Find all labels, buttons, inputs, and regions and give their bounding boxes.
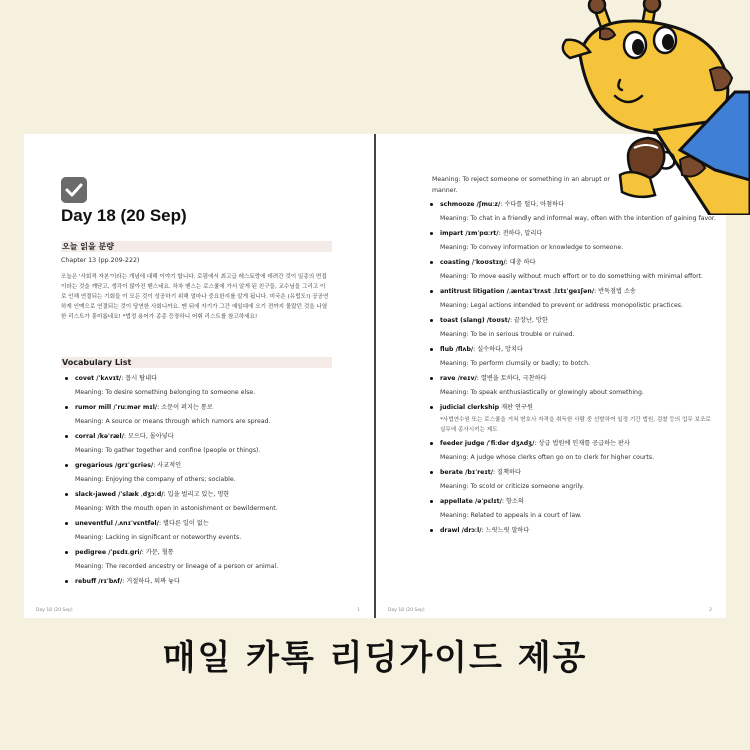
vocab-item — [426, 468, 716, 492]
vocab-item — [61, 461, 341, 485]
vocab-meaning: Meaning: Related to appeals in a court of law. — [440, 512, 582, 519]
vocab-item — [426, 287, 716, 311]
vocab-term: impart /ɪmˈpɑːrt/ — [440, 230, 499, 237]
vocab-term: drawl /drɔːl/ — [440, 527, 482, 534]
page-number: 2 — [709, 608, 712, 613]
vocab-meaning: Meaning: Lacking in significant or noteworthy events. — [75, 534, 242, 541]
vocab-term: pedigree /ˈpɛdɪˌgri/ — [75, 549, 142, 556]
footer-title: Day 18 (20 Sep) — [388, 608, 425, 613]
vocab-term: gregarious /grɪˈgɛriəs/ — [75, 462, 154, 469]
vocab-list-right — [426, 200, 716, 536]
vocab-term: corral /kəˈræl/ — [75, 433, 124, 440]
vocab-meaning: Meaning: The recorded ancestry or lineage of a person or animal. — [75, 563, 279, 570]
vocab-term: coasting /ˈkoʊstɪŋ/ — [440, 259, 506, 266]
vocab-korean: : 모으다, 몰아넣다 — [123, 433, 174, 440]
vocab-term: flub /flʌb/ — [440, 346, 474, 353]
vocab-list-left — [61, 374, 341, 587]
checkbox-icon — [61, 177, 87, 203]
vocab-meaning: Meaning: To desire something belonging to someone else. — [75, 389, 256, 396]
vocab-korean: : 실수하다, 망치다 — [473, 346, 523, 353]
today-reading-heading: 오늘 읽을 분량 — [61, 241, 332, 252]
vocab-korean: : 가문, 혈통 — [141, 549, 174, 556]
intro-paragraph: 오늘은 '사회적 자본'이라는 개념에 대해 이야기 합니다. 로펌에서 최고급 레스토랑에 데려간 것이 일종의 면접이라는 것을 깨닫고, 생각이 많아진 벤스네요. 차차 벤스는 로스쿨에 가서 알게 된 친구들, 교수님들 그리고 이로 인해 연결되는 기회들 이 모든 것이 성공하기 위해 얼마나 중요한지를 알게 됩니다. 미국은 (유럽도!) 공공연하게 인맥으로 연결되는 것이 당연한 사회니까요. 맨 뒤에 자기가 그간 예일대에 오기 전까지 몰랐던 것을 나열한 리스트가 흥미롭네요! *법정 용어가 종종 등장하니 어휘 리스트를 참고하세요! — [61, 274, 329, 320]
left-page — [24, 134, 374, 618]
vocab-term: rebuff /rɪˈbʌf/ — [75, 578, 123, 585]
vocab-item — [61, 490, 341, 514]
vocab-meaning: Meaning: To move easily without much effort or to do something with minimal effort. — [440, 273, 704, 280]
vocab-meaning: Meaning: Enjoying the company of others; sociable. — [75, 476, 236, 483]
vocab-item — [61, 374, 341, 398]
vocab-item — [426, 229, 716, 253]
vocab-korean: : 수다를 떨다, 아첨하다 — [500, 201, 565, 208]
continued-meaning-end: manner. — [432, 187, 458, 194]
vocab-korean: : 전하다, 알리다 — [498, 230, 543, 237]
vocab-item — [61, 432, 341, 456]
vocab-meaning: Meaning: To gather together and confine (people or things). — [75, 447, 261, 454]
vocab-korean: : 사교적인 — [153, 462, 182, 469]
vocab-item — [61, 577, 341, 587]
vocab-note: *사법연수원 또는 로스쿨을 거쳐 변호사 자격을 취득한 사람 중 선발하여 일정 기간 법원, 검찰 등의 업무 보조로 실무에 종사시키는 제도 — [440, 417, 711, 433]
vocab-korean: : 열변을 토하다, 극찬하다 — [476, 375, 547, 382]
footer-title: Day 18 (20 Sep) — [36, 608, 73, 613]
chapter-range: Chapter 13 (pp.209-222) — [61, 257, 140, 264]
vocab-item — [426, 258, 716, 282]
vocab-term: antitrust litigation /ˌæntaɪˈtrʌst ˌlɪtɪˈgeɪʃən/ — [440, 288, 595, 295]
vocab-korean: : 입을 벌리고 있는, 멍한 — [163, 491, 230, 498]
continued-meaning: Meaning: To reject someone or something in an abrupt or — [432, 176, 610, 183]
vocab-meaning: Meaning: A source or means through which rumors are spread. — [75, 418, 271, 425]
vocab-item — [61, 548, 341, 572]
vocab-term: rave /reɪv/ — [440, 375, 477, 382]
vocab-item — [61, 519, 341, 543]
vocab-meaning: Meaning: To speak enthusiastically or glowingly about something. — [440, 389, 644, 396]
vocab-korean: : 상급 법원에 인재를 공급하는 판사 — [534, 440, 630, 447]
vocab-meaning: Meaning: To convey information or knowledge to someone. — [440, 244, 624, 251]
giraffe-icon — [560, 0, 750, 215]
vocab-korean: : 거절하다, 퇴짜 놓다 — [122, 578, 181, 585]
vocab-term: berate /bɪˈreɪt/ — [440, 469, 493, 476]
vocab-item — [426, 439, 716, 463]
page-number: 1 — [357, 608, 360, 613]
vocab-term: covet /ˈkʌvɪt/ — [75, 375, 122, 382]
vocab-meaning: Meaning: To perform clumsily or badly; to botch. — [440, 360, 590, 367]
vocab-term: judicial clerkship — [440, 404, 500, 411]
headline-caption: 매일 카톡 리딩가이드 제공 — [162, 638, 588, 678]
page-title: Day 18 (20 Sep) — [61, 206, 187, 225]
vocab-korean: : 반독점법 소송 — [594, 288, 636, 295]
vocab-meaning: Meaning: A judge whose clerks often go on to clerk for higher courts. — [440, 454, 655, 461]
vocab-item — [426, 497, 716, 521]
vocab-term: schmooze /ʃmuːz/ — [440, 201, 501, 208]
vocab-term: uneventful /ˌʌnɪˈvɛntfəl/ — [75, 520, 159, 527]
vocab-korean: : 몹시 탐내다 — [121, 375, 158, 382]
vocab-meaning: Meaning: To scold or criticize someone angrily. — [440, 483, 584, 490]
vocab-korean: : 별다른 일이 없는 — [158, 520, 209, 527]
vocab-term: rumor mill /ˈruːmər mɪl/ — [75, 404, 158, 411]
vocab-meaning: Meaning: To chat in a friendly and informal way, often with the intention of gaining favor. — [440, 215, 716, 222]
vocab-item — [426, 316, 716, 340]
vocab-korean: : 소문이 퍼지는 통로 — [157, 404, 213, 411]
vocab-item — [426, 374, 716, 398]
vocab-item — [61, 403, 341, 427]
vocab-meaning: Meaning: To be in serious trouble or ruined. — [440, 331, 575, 338]
vocab-item — [426, 403, 716, 435]
vocab-term: feeder judge /ˈfiːdər dʒʌdʒ/ — [440, 440, 535, 447]
vocab-item — [426, 345, 716, 369]
vocab-term: slack-jawed /ˈslæk ˌdʒɔːd/ — [75, 491, 164, 498]
vocab-korean: : 대충 하다 — [505, 259, 536, 266]
vocab-korean: : 질책하다 — [492, 469, 521, 476]
vocab-meaning: Meaning: With the mouth open in astonishment or bewilderment. — [75, 505, 278, 512]
vocab-term: appellate /əˈpɛlɪt/ — [440, 498, 502, 505]
vocab-meaning: Meaning: Legal actions intended to prevent or address monopolistic practices. — [440, 302, 683, 309]
vocabulary-heading: Vocabulary List — [61, 357, 332, 368]
vocab-korean: : 끝장난, 망한 — [509, 317, 548, 324]
vocab-term: toast (slang) /toʊst/ — [440, 317, 510, 324]
vocab-korean: : 항소의 — [501, 498, 524, 505]
vocab-korean: : 느릿느릿 말하다 — [481, 527, 530, 534]
vocab-item — [426, 526, 716, 536]
vocab-korean: 재판 연구원 — [499, 404, 533, 411]
